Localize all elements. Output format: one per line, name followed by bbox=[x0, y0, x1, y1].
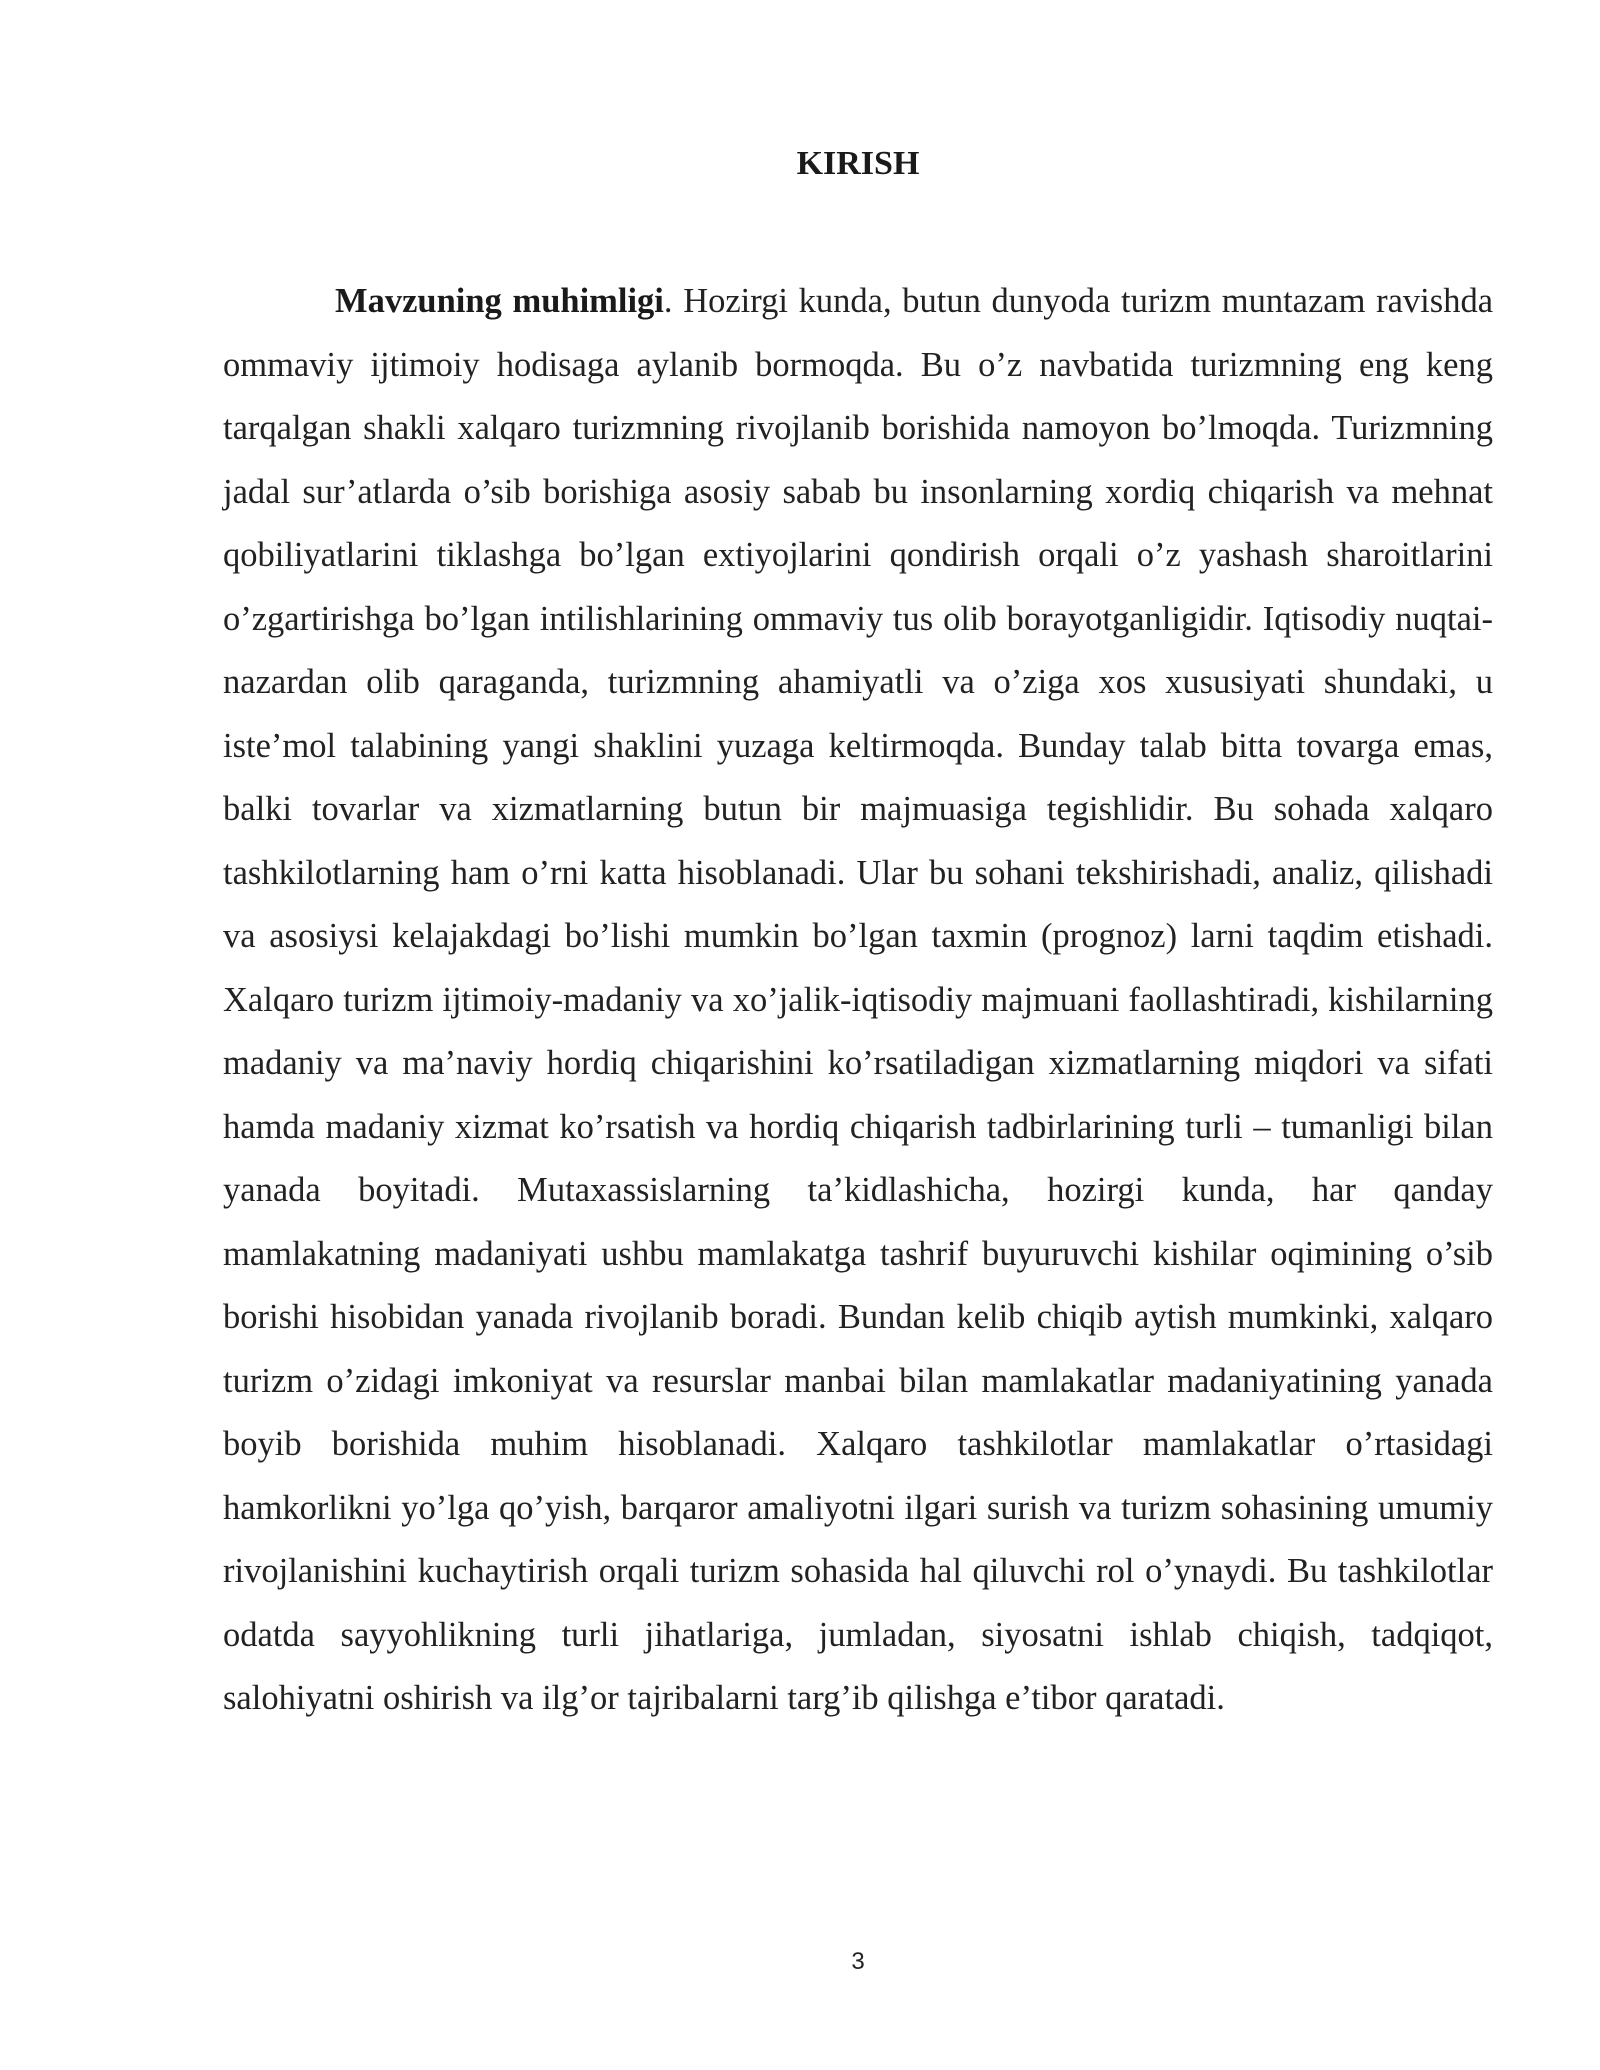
section-heading: KIRISH bbox=[796, 145, 920, 182]
page-number: 3 bbox=[851, 1948, 865, 1975]
intro-paragraph bbox=[223, 270, 1493, 1731]
paragraph-lead-bold: Mavzuning muhimligi bbox=[335, 282, 664, 320]
paragraph-body: . Hozirgi kunda, butun dunyoda turizm muntazam ravishda ommaviy ijtimoiy hodisaga aylanib bormoqda. Bu o’z navbatida turizmning eng keng tarqalgan shakli xalqaro turizmning rivojlanib borishida namoyon bo’lmoqda. Turizmning jadal sur’atlarda o’sib borishiga asosiy sabab bu insonlarning xordiq chiqarish va mehnat qobiliyatlarini tiklashga bo’lgan extiyojlarini qondirish orqali o’z yashash sharoitlarini o’zgartirishga bo’lgan intilishlarining ommaviy tus olib borayotganligidir. Iqtisodiy nuqtai-nazardan olib qaraganda, turizmning ahamiyatli va o’ziga xos xususiyati shundaki, u iste’mol talabining yangi shaklini yuzaga keltirmoqda. Bunday talab bitta tovarga emas, balki tovarlar va xizmatlarning butun bir majmuasiga tegishlidir. Bu sohada xalqaro tashkilotlarning ham o’rni katta hisoblanadi. Ular bu sohani tekshirishadi, analiz, qilishadi va asosiysi kelajakdagi bo’lishi mumkin bo’lgan taxmin (prognoz) larni taqdim etishadi. Xalqaro turizm ijtimoiy-madaniy va xo’jalik-iqtisodiy majmuani faollashtiradi, kishilarning madaniy va ma’naviy hordiq chiqarishini ko’rsatiladigan xizmatlarning miqdori va sifati hamda madaniy xizmat ko’rsatish va hordiq chiqarish tadbirlarining turli – tumanligi bilan yanada boyitadi. Mutaxassislarning ta’kidlashicha, hozirgi kunda, har qanday mamlakatning madaniyati ushbu mamlakatga tashrif buyuruvchi kishilar oqimining o’sib borishi hisobidan yanada rivojlanib boradi. Bundan kelib chiqib aytish mumkinki, xalqaro turizm o’zidagi imkoniyat va resurslar manbai bilan mamlakatlar madaniyatining yanada boyib borishida muhim hisoblanadi. Xalqaro tashkilotlar mamlakatlar o’rtasidagi hamkorlikni yo’lga qo’yish, barqaror amaliyotni ilgari surish va turizm sohasining umumiy rivojlanishini kuchaytirish orqali turizm sohasida hal qiluvchi rol o’ynaydi. Bu tashkilotlar odatda sayyohlikning turli jihatlariga, jumladan, siyosatni ishlab chiqish, tadqiqot, salohiyatni oshirish va ilg’or tajribalarni targ’ib qilishga e’tibor qaratadi. bbox=[223, 282, 1494, 1717]
